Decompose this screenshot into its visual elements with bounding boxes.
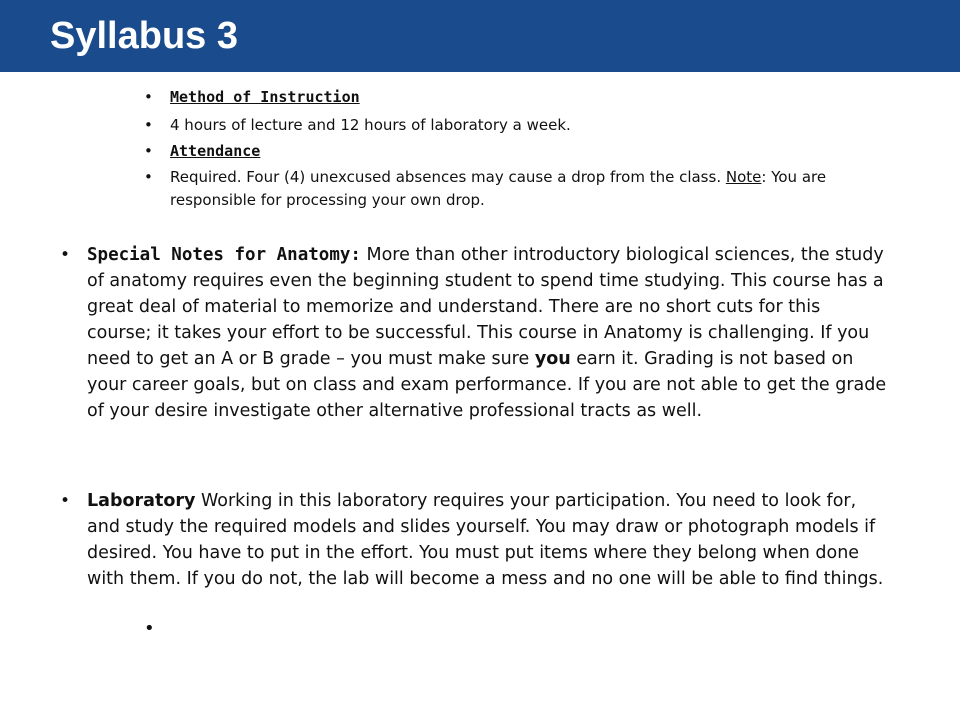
bullet-attendance-heading [146,140,891,163]
bullet-dot: • [60,491,71,511]
bullet-dot: • [144,168,153,186]
anatomy-text-part-2: earn it. Grading is not based on your career goals, but on class and exam performance. If you are not able to get the grade of your desire investigate other alternative professional tracts as well. [87,349,887,421]
bullet-dot: • [144,116,153,134]
bullet-dot: • [60,245,71,265]
anatomy-paragraph [87,242,890,424]
bullet-attendance-text [146,166,891,212]
attendance-note: Note [725,168,762,186]
bullet-anatomy-notes [60,242,890,424]
bullet-method-text [146,114,891,137]
laboratory-text: Working in this laboratory requires your participation. You need to look for, and study the required models and slides yourself. You may draw or photograph models if desired. You have to put in the effort. You must put items where they belong when done with them. If you do not, the lab will become a mess and no one will be able to find things. [87,491,884,589]
bullet-dot: • [144,88,153,106]
anatomy-emphasis: you [534,349,571,369]
anatomy-lead: Special Notes for Anatomy: [87,245,361,265]
attendance-text-part-1: Required. Four (4) unexcused absences may cause a drop from the class. [170,168,726,186]
bullet-method-heading [146,86,891,109]
title-bar [0,0,960,72]
attendance-text-part-2: : You are responsible for processing your own drop. [170,168,827,209]
laboratory-lead: Laboratory [87,491,196,511]
anatomy-text-part-1: More than other introductory biological sciences, the study of anatomy requires even the beginning student to spend time studying. This course has a great deal of material to memorize and understand. There are no short cuts for this course; it takes your effort to be successful. This course in Anatomy is challenging. If you need to get an A or B grade – you must make sure [87,245,884,369]
method-text: 4 hours of lecture and 12 hours of laboratory a week. [170,116,571,134]
empty-bullet: • [144,618,155,639]
attendance-text [170,166,891,212]
bullet-dot: • [144,142,153,160]
slide-title: Syllabus 3 [50,15,238,57]
laboratory-paragraph [87,488,890,592]
attendance-heading: Attendance [170,142,261,160]
method-heading: Method of Instruction [170,88,360,106]
bullet-laboratory [60,488,890,592]
